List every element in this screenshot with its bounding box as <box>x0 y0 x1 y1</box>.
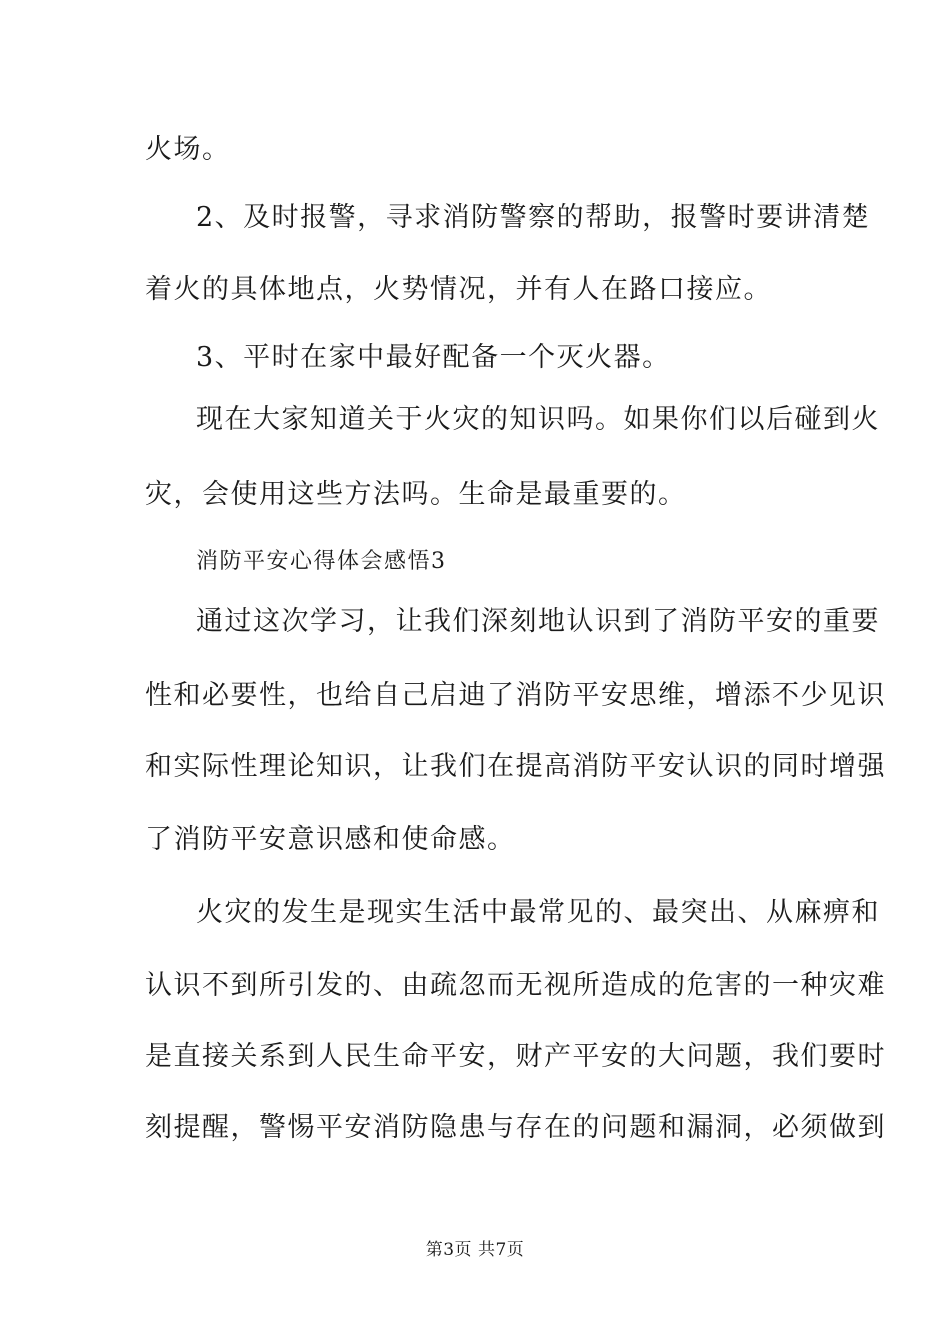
text-line: 灾，会使用这些方法吗。生命是最重要的。 <box>145 479 687 510</box>
text-line: 火场。 <box>145 134 231 165</box>
text-line: 是直接关系到人民生命平安，财产平安的大问题，我们要时 <box>145 1041 886 1072</box>
text-line: 和实际性理论知识，让我们在提高消防平安认识的同时增强 <box>145 751 886 782</box>
text-line: 刻提醒，警惕平安消防隐患与存在的问题和漏洞，必须做到 <box>145 1112 886 1143</box>
section-heading: 消防平安心得体会感悟3 <box>196 549 447 574</box>
text-line: 3、平时在家中最好配备一个灭火器。 <box>196 342 671 373</box>
text-line: 通过这次学习，让我们深刻地认识到了消防平安的重要 <box>196 606 880 637</box>
text-line: 着火的具体地点，火势情况，并有人在路口接应。 <box>145 274 772 305</box>
text-line: 性和必要性，也给自己启迪了消防平安思维，增添不少见识 <box>145 680 886 711</box>
text-line: 2、及时报警，寻求消防警察的帮助，报警时要讲清楚 <box>196 202 871 233</box>
text-line: 了消防平安意识感和使命感。 <box>145 824 516 855</box>
text-line: 火灾的发生是现实生活中最常见的、最突出、从麻痹和 <box>196 897 880 928</box>
text-line: 认识不到所引发的、由疏忽而无视所造成的危害的一种灾难 <box>145 970 886 1001</box>
text-line: 现在大家知道关于火灾的知识吗。如果你们以后碰到火 <box>196 404 880 435</box>
page-number: 第3页 共7页 <box>425 1240 525 1260</box>
